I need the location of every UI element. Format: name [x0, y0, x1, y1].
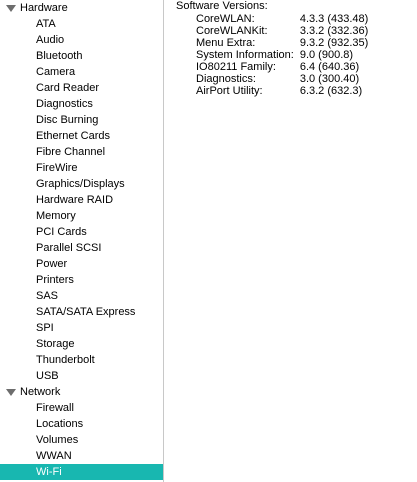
- row-key: IO80211 Family:: [196, 61, 276, 73]
- sidebar-item-diagnostics[interactable]: Diagnostics: [36, 98, 93, 110]
- row-value: 9.3.2 (932.35): [299, 37, 369, 49]
- sidebar-item-memory[interactable]: Memory: [36, 210, 76, 222]
- table-row: [196, 49, 368, 61]
- group-label: Hardware: [20, 2, 68, 14]
- table-row: [196, 61, 368, 73]
- row-key: AirPort Utility:: [196, 85, 263, 97]
- row-value: 9.0 (900.8): [299, 49, 354, 61]
- sidebar-item-pci-cards[interactable]: PCI Cards: [36, 226, 87, 238]
- sidebar-item-locations[interactable]: Locations: [36, 418, 84, 430]
- sidebar-item-audio[interactable]: Audio: [36, 34, 65, 46]
- detail-pane: [164, 0, 417, 482]
- sidebar-item-storage[interactable]: Storage: [36, 338, 75, 350]
- table-row: [196, 73, 368, 85]
- row-value: 3.0 (300.40): [299, 73, 360, 85]
- sidebar-item-bluetooth[interactable]: Bluetooth: [36, 50, 83, 62]
- sidebar-item-wwan[interactable]: WWAN: [36, 450, 72, 462]
- sidebar-item-graphics-displays[interactable]: Graphics/Displays: [36, 178, 125, 190]
- disclosure-triangle-icon[interactable]: [6, 387, 16, 397]
- row-value: 6.4 (640.36): [299, 61, 360, 73]
- group-label: Network: [20, 386, 61, 398]
- sidebar-item-usb[interactable]: USB: [36, 370, 59, 382]
- row-key: CoreWLANKit:: [196, 25, 268, 37]
- sidebar-group-network[interactable]: [0, 384, 163, 400]
- sidebar-item-sas[interactable]: SAS: [36, 290, 59, 302]
- row-value: 4.3.3 (433.48): [299, 13, 369, 25]
- sidebar-item-volumes[interactable]: Volumes: [36, 434, 79, 446]
- sidebar-item-wi-fi[interactable]: Wi-Fi: [0, 464, 163, 480]
- row-value: 6.3.2 (632.3): [299, 85, 363, 97]
- sidebar-group-hardware[interactable]: [0, 0, 163, 16]
- sidebar-item-ata[interactable]: ATA: [36, 18, 56, 30]
- table-row: [196, 13, 368, 25]
- disclosure-triangle-icon[interactable]: [6, 3, 16, 13]
- table-row: [196, 85, 368, 97]
- sidebar-item-printers[interactable]: Printers: [36, 274, 74, 286]
- sidebar-item-thunderbolt[interactable]: Thunderbolt: [36, 354, 95, 366]
- row-key: Menu Extra:: [196, 37, 256, 49]
- row-value: 3.3.2 (332.36): [299, 25, 369, 37]
- sidebar-item-disc-burning[interactable]: Disc Burning: [36, 114, 99, 126]
- sidebar-item-power[interactable]: Power: [36, 258, 68, 270]
- sidebar: [0, 0, 164, 482]
- sidebar-item-firewall[interactable]: Firewall: [36, 402, 74, 414]
- sidebar-item-parallel-scsi[interactable]: Parallel SCSI: [36, 242, 102, 254]
- row-key: System Information:: [196, 49, 294, 61]
- sidebar-item-camera[interactable]: Camera: [36, 66, 76, 78]
- section-title: Software Versions:: [176, 0, 268, 12]
- sidebar-item-card-reader[interactable]: Card Reader: [36, 82, 99, 94]
- sidebar-item-fibre-channel[interactable]: Fibre Channel: [36, 146, 106, 158]
- sidebar-item-ethernet-cards[interactable]: Ethernet Cards: [36, 130, 110, 142]
- sidebar-item-hardware-raid[interactable]: Hardware RAID: [36, 194, 114, 206]
- sidebar-item-firewire[interactable]: FireWire: [36, 162, 78, 174]
- sidebar-item-sata-sata-express[interactable]: SATA/SATA Express: [36, 306, 136, 318]
- row-key: CoreWLAN:: [196, 13, 255, 25]
- table-row: [196, 37, 368, 49]
- sidebar-item-spi[interactable]: SPI: [36, 322, 54, 334]
- software-versions-table: [196, 13, 368, 97]
- table-row: [196, 25, 368, 37]
- row-key: Diagnostics:: [196, 73, 256, 85]
